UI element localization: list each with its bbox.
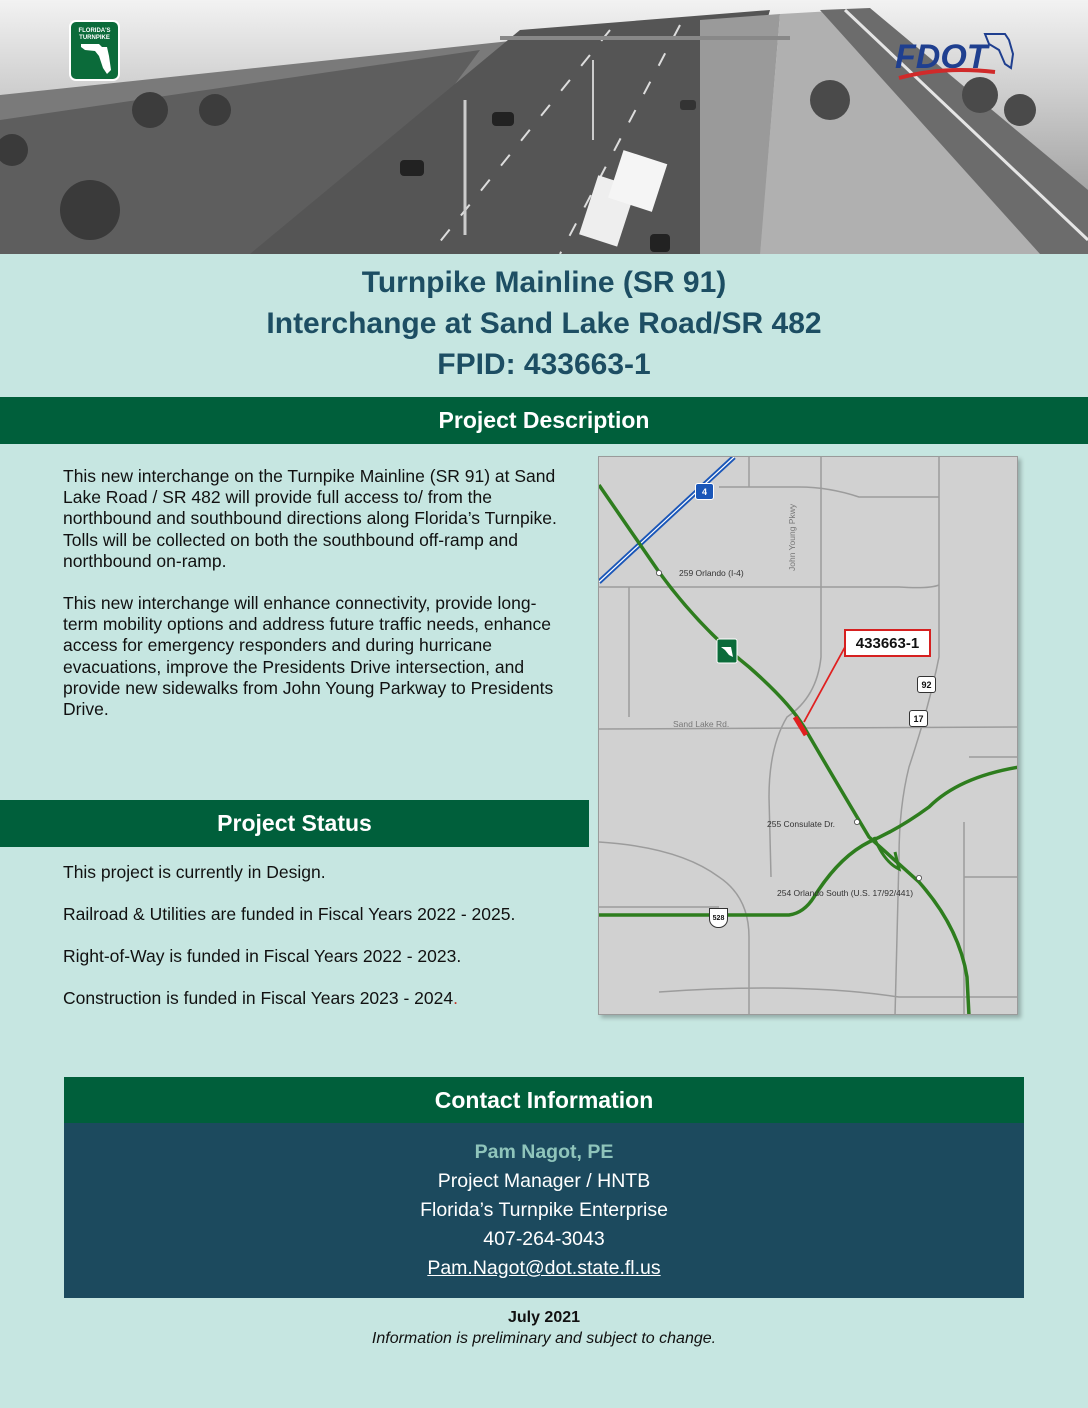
contact-organization: Florida’s Turnpike Enterprise [420, 1199, 668, 1221]
status-item: This project is currently in Design. [63, 862, 326, 882]
contact-information-heading [64, 1077, 1024, 1123]
contact-name: Pam Nagot, PE [474, 1141, 614, 1163]
title-line-3: FPID: 433663-1 [437, 348, 651, 381]
footer-date: July 2021 [507, 1309, 581, 1326]
title-line-2: Interchange at Sand Lake Road/SR 482 [266, 307, 822, 340]
us17-shield-text: 17 [913, 713, 924, 724]
map-label-exit-255: 255 Consulate Dr. [767, 819, 836, 829]
footer-disclaimer: Information is preliminary and subject to change. [371, 1330, 717, 1347]
project-description [63, 466, 563, 741]
description-paragraph-1: This new interchange on the Turnpike Mainline (SR 91) at Sand Lake Road / SR 482 will provide full access to/ from the northbound and southbound directions along Florida’s Turnpike. Tolls will be collected on both the southbound off-ramp and northbound on-ramp. [63, 466, 557, 571]
map-label-exit-254: 254 Orlando South (U.S. 17/92/441) [777, 888, 914, 898]
status-item-period: . [453, 988, 458, 1008]
svg-text:FDOT: FDOT [895, 38, 988, 76]
project-status-heading [0, 800, 589, 847]
sr528-shield-text: 528 [712, 914, 725, 922]
us17-shield-icon [909, 710, 928, 727]
description-paragraph-2: This new interchange will enhance connectivity, provide long-term mobility options and address future traffic needs, enhance access for emergency responders and during hurricane evacuations, improve the Presidents Drive intersection, and provide new sidewalks from John Young Parkway to Presidents Drive. [63, 593, 554, 720]
project-description-heading-text: Project Description [438, 407, 650, 433]
us92-shield-text: 92 [921, 679, 932, 690]
project-location-map [598, 456, 1018, 1015]
svg-text:TURNPIKE: TURNPIKE [79, 35, 110, 41]
page-title [0, 262, 1088, 385]
contact-phone: 407-264-3043 [483, 1228, 605, 1250]
title-line-1: Turnpike Mainline (SR 91) [361, 266, 727, 299]
map-label-john-young: John Young Pkwy [787, 503, 797, 571]
status-item [63, 988, 583, 1030]
project-status [63, 862, 583, 1030]
status-item: Railroad & Utilities are funded in Fiscal Years 2022 - 2025. [63, 904, 516, 924]
i4-shield-icon [695, 483, 714, 500]
contact-details [64, 1138, 1024, 1283]
florida-turnpike-logo [69, 20, 120, 81]
status-item-text: Construction is funded in Fiscal Years 2023 - 2024 [63, 988, 454, 1008]
contact-information-panel [64, 1077, 1024, 1298]
project-status-heading-text: Project Status [217, 810, 372, 836]
map-label-sand-lake: Sand Lake Rd. [673, 719, 730, 729]
project-description-heading [0, 397, 1088, 444]
map-label-exit-259: 259 Orlando (I-4) [679, 568, 744, 578]
contact-role: Project Manager / HNTB [437, 1170, 651, 1192]
fdot-logo [893, 28, 1019, 90]
sr528-shield-icon [709, 908, 728, 928]
us92-shield-icon [917, 676, 936, 693]
svg-text:FLORIDA'S: FLORIDA'S [78, 28, 111, 34]
project-callout-label: 433663-1 [844, 629, 931, 657]
footer [0, 1307, 1088, 1349]
i4-shield-text: 4 [701, 486, 707, 497]
status-item: Right-of-Way is funded in Fiscal Years 2022 - 2023. [63, 946, 462, 966]
contact-email-link[interactable]: Pam.Nagot@dot.state.fl.us [427, 1257, 661, 1279]
contact-heading-text: Contact Information [434, 1086, 654, 1113]
